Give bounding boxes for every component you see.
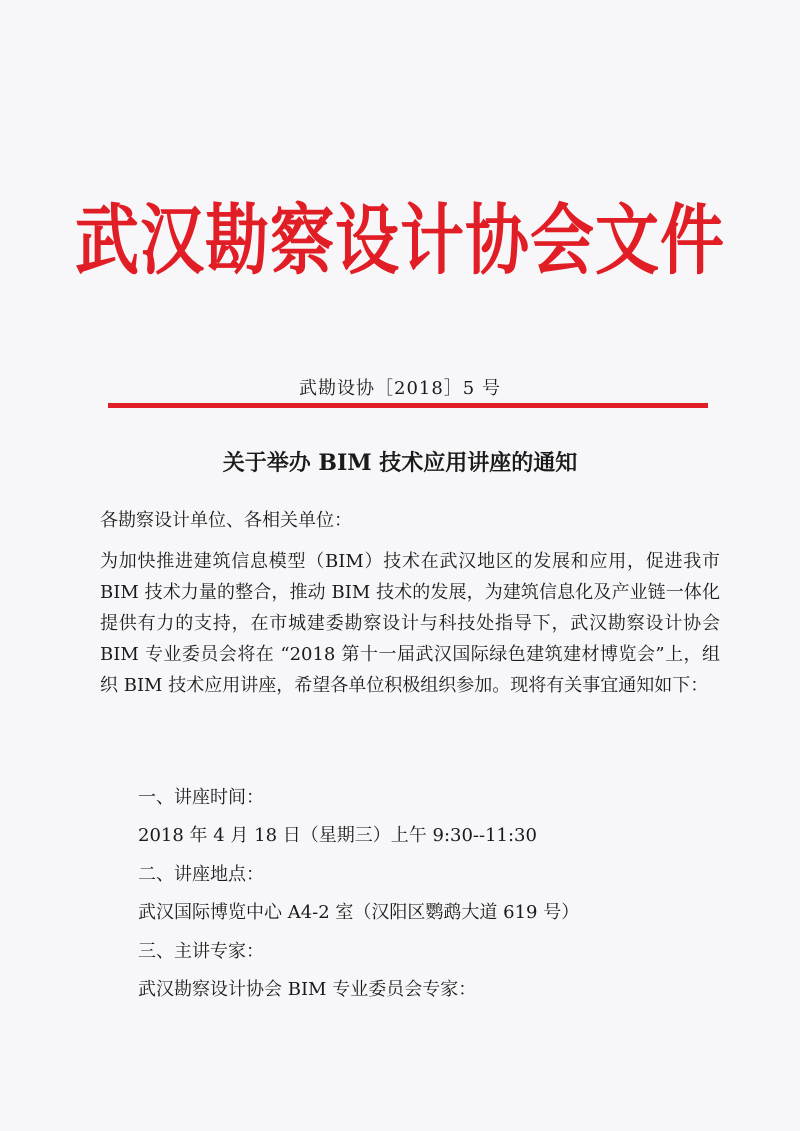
masthead-title: 武汉勘察设计协会文件 <box>75 197 725 287</box>
section1-heading: 一、讲座时间： <box>138 787 264 808</box>
salutation: 各勘察设计单位、各相关单位： <box>100 510 352 531</box>
section3-text: 武汉勘察设计协会 BIM 专业委员会专家： <box>138 979 477 1000</box>
body-paragraph: 为加快推进建筑信息模型（BIM）技术在武汉地区的发展和应用，促进我市 BIM 技术力量的整合，推动 BIM 技术的发展，为建筑信息化及产业链一体化提供有力的支持，在市城建委勘察设计与科技处指导下，武汉勘察设计协会 BIM 专业委员会将在 “2018 第十一届武汉国际绿色建筑建材博览会”上，组织 BIM 技术应用讲座，希望各单位积极组织参加。现将有关事宜通知如下： <box>100 551 720 696</box>
red-divider-rule <box>108 403 708 408</box>
section2-heading: 二、讲座地点： <box>138 864 264 885</box>
document-number: 武勘设协［2018］5 号 <box>299 378 501 399</box>
section1-text: 2018 年 4 月 18 日（星期三）上午 9:30--11:30 <box>138 825 537 846</box>
section2-text: 武汉国际博览中心 A4-2 室（汉阳区鹦鹉大道 619 号） <box>138 902 580 923</box>
section3-heading: 三、主讲专家： <box>138 941 264 962</box>
notice-title: 关于举办 BIM 技术应用讲座的通知 <box>222 450 578 476</box>
